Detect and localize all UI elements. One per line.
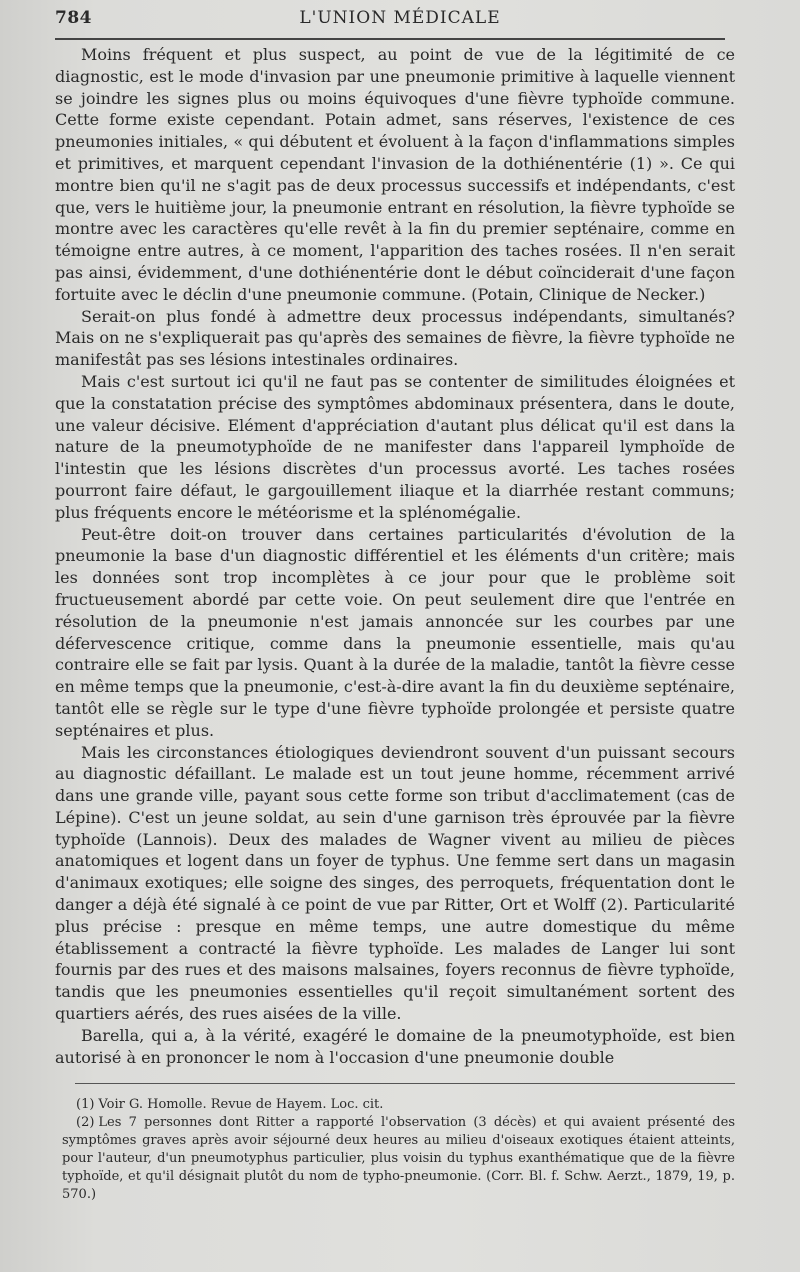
header-rule [55, 38, 725, 40]
footnote-marker: (2) [76, 1115, 95, 1130]
footnote [62, 1114, 735, 1204]
page-number: 784 [55, 8, 92, 28]
paragraph: Barella, qui a, à la vérité, exagéré le domaine de la pneumotyphoïde, est bien autorisé à en prononcer le nom à l'occasion d'une pneumonie double [55, 1025, 735, 1067]
page-header [55, 8, 745, 36]
footnote-marker: (1) [76, 1097, 95, 1112]
footnote-rule [75, 1083, 735, 1084]
paragraph: Peut-être doit-on trouver dans certaines particularités d'évolution de la pneumonie la base d'un diagnostic différentiel et les éléments d'un critère; mais les données sont trop incomplètes à ce jour pour que le problème soit fructueusement abordé par cette voie. On peut seulement dire que l'entrée en résolution de la pneumonie n'est jamais annoncée sur les courbes par une défervescence critique, comme dans la pneumonie essentielle, mais qu'au contraire elle se fait par lysis. Quant à la durée de la maladie, tantôt la fièvre cesse en même temps que la pneumonie, c'est-à-dire avant la fin du deuxième septénaire, tantôt elle se règle sur le type d'une fièvre typhoïde prolongée et persiste quatre septénaires et plus. [55, 524, 735, 740]
paragraph: Mais les circonstances étiologiques deviendront souvent d'un puissant secours au diagnostic défaillant. Le malade est un tout jeune homme, récemment arrivé dans une grande ville, payant sous cette forme son tribut d'acclimatement (cas de Lépine). C'est un jeune soldat, au sein d'une garnison très éprouvée par la fièvre typhoïde (Lannois). Deux des malades de Wagner vivent au milieu de pièces anatomiques et logent dans un foyer de typhus. Une femme sert dans un magasin d'animaux exotiques; elle soigne des singes, des perroquets, fréquentation dont le danger a déjà été signalé à ce point de vue par Ritter, Ort et Wolff (2). Particularité plus précise : presque en même temps, une autre domestique du même établissement a contracté la fièvre typhoïde. Les malades de Langer lui sont fournis par des rues et des maisons malsaines, foyers reconnus de fièvre typhoïde, tandis que les pneumonies essentielles qu'il reçoit simultanément sortent des quartiers aérés, des rues aisées de la ville. [55, 742, 735, 1024]
article-body [55, 44, 735, 1068]
footnote [62, 1096, 735, 1114]
footnotes [62, 1096, 735, 1204]
paragraph: Mais c'est surtout ici qu'il ne faut pas se contenter de similitudes éloignées et que la constatation précise des symptômes abdominaux présentera, dans le doute, une valeur décisive. Elément d'appréciation d'autant plus délicat qu'il est dans la nature de la pneumotyphoïde de ne manifester dans l'appareil lymphoïde de l'intestin que les lésions discrètes d'un processus avorté. Les taches rosées pourront faire défaut, le gargouillement iliaque et la diarrhée restant communs; plus fréquents encore le météorisme et la splénomégalie. [55, 371, 735, 522]
footnote-text: Voir G. Homolle. Revue de Hayem. Loc. cit. [98, 1097, 384, 1112]
paragraph: Serait-on plus fondé à admettre deux processus indépendants, simultanés? Mais on ne s'expliquerait pas qu'après des semaines de fièvre, la fièvre typhoïde ne manifestât pas ses lésions intestinales ordinaires. [55, 306, 735, 370]
running-title: L'UNION MÉDICALE [299, 8, 501, 28]
paragraph: Moins fréquent et plus suspect, au point de vue de la légitimité de ce diagnostic, est le mode d'invasion par une pneumonie primitive à laquelle viennent se joindre les signes plus ou moins équivoques d'une fièvre typhoïde commune. Cette forme existe cependant. Potain admet, sans réserves, l'existence de ces pneumonies initiales, « qui débutent et évoluent à la façon d'inflammations simples et primitives, et marquent cependant l'invasion de la dothiénentérie (1) ». Ce qui montre bien qu'il ne s'agit pas de deux processus successifs et indépendants, c'est que, vers le huitième jour, la pneumonie entrant en résolution, la fièvre typhoïde se montre avec les caractères qu'elle revêt à la fin du premier septénaire, comme en témoigne entre autres, à ce moment, l'apparition des taches rosées. Il n'en serait pas ainsi, évidemment, d'une dothiénentérie dont le début coïnciderait d'une façon fortuite avec le déclin d'une pneumonie commune. (Potain, Clinique de Necker.) [55, 45, 735, 304]
footnote-text: Les 7 personnes dont Ritter a rapporté l'observation (3 décès) et qui avaient présenté des symptômes graves après avoir séjourné deux heures au milieu d'oiseaux exotiques étaient atteints, pour l'auteur, d'un pneumotyphus particulier, plus voisin du typhus exanthématique que de la fièvre typhoïde, et qu'il désignait plutôt du nom de typho-pneumonie. (Corr. Bl. f. Schw. Aerzt., 1879, 19, p. 570.) [62, 1115, 735, 1202]
